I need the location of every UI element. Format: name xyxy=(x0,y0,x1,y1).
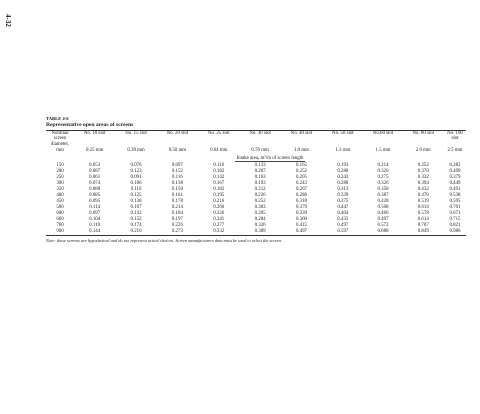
area-cell: 0.091 xyxy=(130,174,142,180)
first-col-header xyxy=(46,131,74,147)
area-cell: 0.288 xyxy=(337,180,349,186)
area-cell: 0.332 xyxy=(213,228,225,234)
intake-label: Intake area, m²/m of screen length xyxy=(236,155,304,161)
area-cell: 0.821 xyxy=(449,222,461,228)
area-cell: 0.080 xyxy=(89,186,101,192)
area-cell: 0.318 xyxy=(295,198,307,204)
slot-header-row xyxy=(46,131,466,147)
slot-width: 1.5 mm xyxy=(375,148,391,154)
area-cell: 0.326 xyxy=(254,222,266,228)
diameter-cell: 760 xyxy=(56,222,64,228)
area-cell: 0.116 xyxy=(130,186,142,192)
slot-header: No. 25 slot xyxy=(207,131,230,136)
area-cell: 0.284 xyxy=(254,216,266,222)
area-cell: 0.595 xyxy=(449,198,461,204)
area-cell: 0.497 xyxy=(377,216,389,222)
area-cell: 0.150 xyxy=(171,186,183,192)
area-cell: 0.142 xyxy=(213,174,225,180)
area-cell: 0.142 xyxy=(130,210,142,216)
area-cell: 0.210 xyxy=(130,228,142,234)
area-cell: 0.095 xyxy=(89,198,101,204)
area-cell: 0.273 xyxy=(171,228,183,234)
area-cell: 0.578 xyxy=(417,210,429,216)
slot-header: No. 100 slot xyxy=(447,131,463,142)
area-cell: 0.614 xyxy=(417,216,429,222)
area-cell: 0.572 xyxy=(377,222,389,228)
area-cell: 0.184 xyxy=(171,210,183,216)
area-cell: 0.432 xyxy=(417,186,429,192)
first-col-header-line: screen xyxy=(53,136,67,142)
area-cell: 0.339 xyxy=(337,192,349,198)
area-cell: 0.389 xyxy=(254,228,266,234)
slot-header: No. 50 slot xyxy=(332,131,354,136)
diameter-cell: 150 xyxy=(56,162,64,168)
area-cell: 0.076 xyxy=(130,162,142,168)
area-cell: 0.144 xyxy=(89,228,101,234)
area-cell: 0.519 xyxy=(417,198,429,204)
area-cell: 0.053 xyxy=(89,162,101,168)
slot-width: 0.25 mm xyxy=(85,148,104,154)
slot-width: 1.3 mm xyxy=(335,148,351,154)
area-cell: 0.116 xyxy=(213,162,225,168)
slot-header: No.60 slot xyxy=(372,131,394,136)
area-cell: 0.097 xyxy=(171,162,183,168)
area-cell: 0.313 xyxy=(337,186,349,192)
area-cell: 0.097 xyxy=(89,210,101,216)
area-cell: 0.226 xyxy=(254,192,266,198)
area-cell: 0.432 xyxy=(337,216,349,222)
diameter-cell: 350 xyxy=(56,186,64,192)
area-cell: 0.379 xyxy=(449,174,461,180)
area-cell: 0.216 xyxy=(213,198,225,204)
area-cell: 0.061 xyxy=(89,174,101,180)
area-cell: 0.715 xyxy=(449,216,461,222)
diameter-cell: 200 xyxy=(56,168,64,174)
first-col-header-line: diameter, xyxy=(50,141,70,147)
slot-header: No. 15 slot xyxy=(125,131,147,136)
area-cell: 0.214 xyxy=(377,162,389,168)
slot-header: No. 20 slot xyxy=(166,131,189,136)
area-cell: 0.165 xyxy=(295,162,307,168)
area-cell: 0.267 xyxy=(295,186,307,192)
area-cell: 0.178 xyxy=(171,198,183,204)
area-cell: 0.193 xyxy=(254,180,266,186)
table-title: Representative open areas of screens xyxy=(46,122,134,128)
area-cell: 0.138 xyxy=(171,180,183,186)
area-cell: 0.252 xyxy=(254,198,266,204)
area-cell: 0.252 xyxy=(417,162,429,168)
screens-table xyxy=(46,131,466,234)
area-cell: 0.387 xyxy=(377,192,389,198)
area-cell: 0.614 xyxy=(417,204,429,210)
area-cell: 0.133 xyxy=(254,162,266,168)
area-cell: 0.415 xyxy=(295,222,307,228)
area-cell: 0.212 xyxy=(254,186,266,192)
area-cell: 0.085 xyxy=(89,192,101,198)
area-cell: 0.303 xyxy=(254,204,266,210)
area-cell: 0.241 xyxy=(213,216,225,222)
area-cell: 0.195 xyxy=(213,192,225,198)
area-cell: 0.409 xyxy=(449,168,461,174)
area-cell: 0.226 xyxy=(171,222,183,228)
area-cell: 0.597 xyxy=(337,228,349,234)
slot-width: 0.76 mm xyxy=(251,148,269,154)
area-cell: 0.332 xyxy=(417,174,429,180)
slot-width: 2.5 mm xyxy=(447,148,463,154)
area-cell: 0.491 xyxy=(449,186,461,192)
area-cell: 0.114 xyxy=(89,204,101,210)
area-cell: 0.470 xyxy=(417,192,429,198)
area-cell: 0.119 xyxy=(89,222,101,228)
first-col-units: mm xyxy=(56,148,64,154)
slot-header: No. 40 slot xyxy=(290,131,313,136)
area-cell: 0.275 xyxy=(377,174,389,180)
area-cell: 0.174 xyxy=(130,222,142,228)
area-cell: 0.125 xyxy=(130,192,142,198)
area-cell: 0.106 xyxy=(130,180,142,186)
intake-row xyxy=(46,155,466,162)
page-number: 4-32 xyxy=(4,14,12,27)
area-cell: 0.243 xyxy=(295,180,307,186)
area-cell: 0.358 xyxy=(377,186,389,192)
area-cell: 0.701 xyxy=(449,204,461,210)
slot-header: No. 10 slot xyxy=(83,131,106,136)
area-cell: 0.375 xyxy=(337,198,349,204)
area-cell: 0.260 xyxy=(213,204,225,210)
table-note: Note: these screens are hypothetical and do not represent actual choices. Screen manufacturers data must be used to select the screen. xyxy=(46,238,282,244)
area-cell: 0.428 xyxy=(377,198,389,204)
diameter-cell: 900 xyxy=(56,228,64,234)
slot-width: 0.50 mm xyxy=(168,148,187,154)
area-cell: 0.214 xyxy=(171,204,183,210)
area-cell: 0.161 xyxy=(171,192,183,198)
table-block xyxy=(46,116,466,243)
area-cell: 0.360 xyxy=(295,216,307,222)
table-row xyxy=(46,228,466,234)
area-cell: 0.508 xyxy=(377,204,389,210)
area-cell: 0.197 xyxy=(171,216,183,222)
slot-width: 1.0 mm xyxy=(294,148,309,154)
area-cell: 0.497 xyxy=(295,228,307,234)
diameter-cell: 600 xyxy=(56,210,64,216)
area-cell: 0.379 xyxy=(295,204,307,210)
area-cell: 0.243 xyxy=(337,174,349,180)
table-body xyxy=(46,162,466,234)
area-cell: 0.849 xyxy=(417,228,429,234)
area-cell: 0.394 xyxy=(417,180,429,186)
area-cell: 0.252 xyxy=(295,168,307,174)
area-cell: 0.288 xyxy=(337,168,349,174)
area-cell: 0.286 xyxy=(295,192,307,198)
area-cell: 0.370 xyxy=(417,168,429,174)
area-cell: 0.138 xyxy=(130,198,142,204)
intake-spacer xyxy=(46,155,74,162)
slot-width: 0.38 mm xyxy=(127,148,145,154)
area-cell: 0.326 xyxy=(377,180,389,186)
area-cell: 0.182 xyxy=(213,186,225,192)
diameter-cell: 500 xyxy=(56,204,64,210)
diameter-cell: 250 xyxy=(56,174,64,180)
area-cell: 0.671 xyxy=(449,210,461,216)
slot-width: 0.64 mm xyxy=(210,148,228,154)
area-cell: 0.265 xyxy=(254,210,266,216)
area-cell: 0.226 xyxy=(213,210,225,216)
area-cell: 0.447 xyxy=(337,204,349,210)
area-cell: 0.182 xyxy=(213,168,225,174)
area-cell: 0.205 xyxy=(295,174,307,180)
diameter-cell: 300 xyxy=(56,180,64,186)
slot-header: No. 80 slot xyxy=(412,131,435,136)
area-cell: 0.116 xyxy=(171,174,183,180)
area-cell: 0.193 xyxy=(337,162,349,168)
area-cell: 0.282 xyxy=(449,162,461,168)
area-cell: 0.688 xyxy=(377,228,389,234)
area-cell: 0.152 xyxy=(130,216,142,222)
area-cell: 0.167 xyxy=(130,204,142,210)
intake-label-cell xyxy=(74,155,466,162)
area-cell: 0.538 xyxy=(449,192,461,198)
area-cell: 0.449 xyxy=(449,180,461,186)
area-cell: 0.123 xyxy=(130,168,142,174)
area-cell: 0.074 xyxy=(89,180,101,186)
area-cell: 0.707 xyxy=(417,222,429,228)
area-cell: 0.167 xyxy=(213,180,225,186)
area-cell: 0.986 xyxy=(449,228,461,234)
area-cell: 0.320 xyxy=(377,168,389,174)
table-label: TABLE 4-6 xyxy=(46,116,69,121)
area-cell: 0.104 xyxy=(89,216,101,222)
slot-header: No. 30 slot xyxy=(249,131,271,136)
diameter-cell: 660 xyxy=(56,216,64,222)
area-cell: 0.497 xyxy=(337,222,349,228)
diameter-cell: 400 xyxy=(56,192,64,198)
area-cell: 0.207 xyxy=(254,168,266,174)
slot-width: 2.0 mm xyxy=(415,148,431,154)
area-cell: 0.163 xyxy=(254,174,266,180)
area-cell: 0.339 xyxy=(295,210,307,216)
diameter-cell: 450 xyxy=(56,198,64,204)
area-cell: 0.087 xyxy=(89,168,101,174)
bottom-rule xyxy=(46,235,466,236)
first-col-header-line: Nominal xyxy=(51,131,69,136)
area-cell: 0.466 xyxy=(377,210,389,216)
area-cell: 0.277 xyxy=(213,222,225,228)
area-cell: 0.152 xyxy=(171,168,183,174)
area-cell: 0.404 xyxy=(337,210,349,216)
slot-width-row xyxy=(46,147,466,154)
